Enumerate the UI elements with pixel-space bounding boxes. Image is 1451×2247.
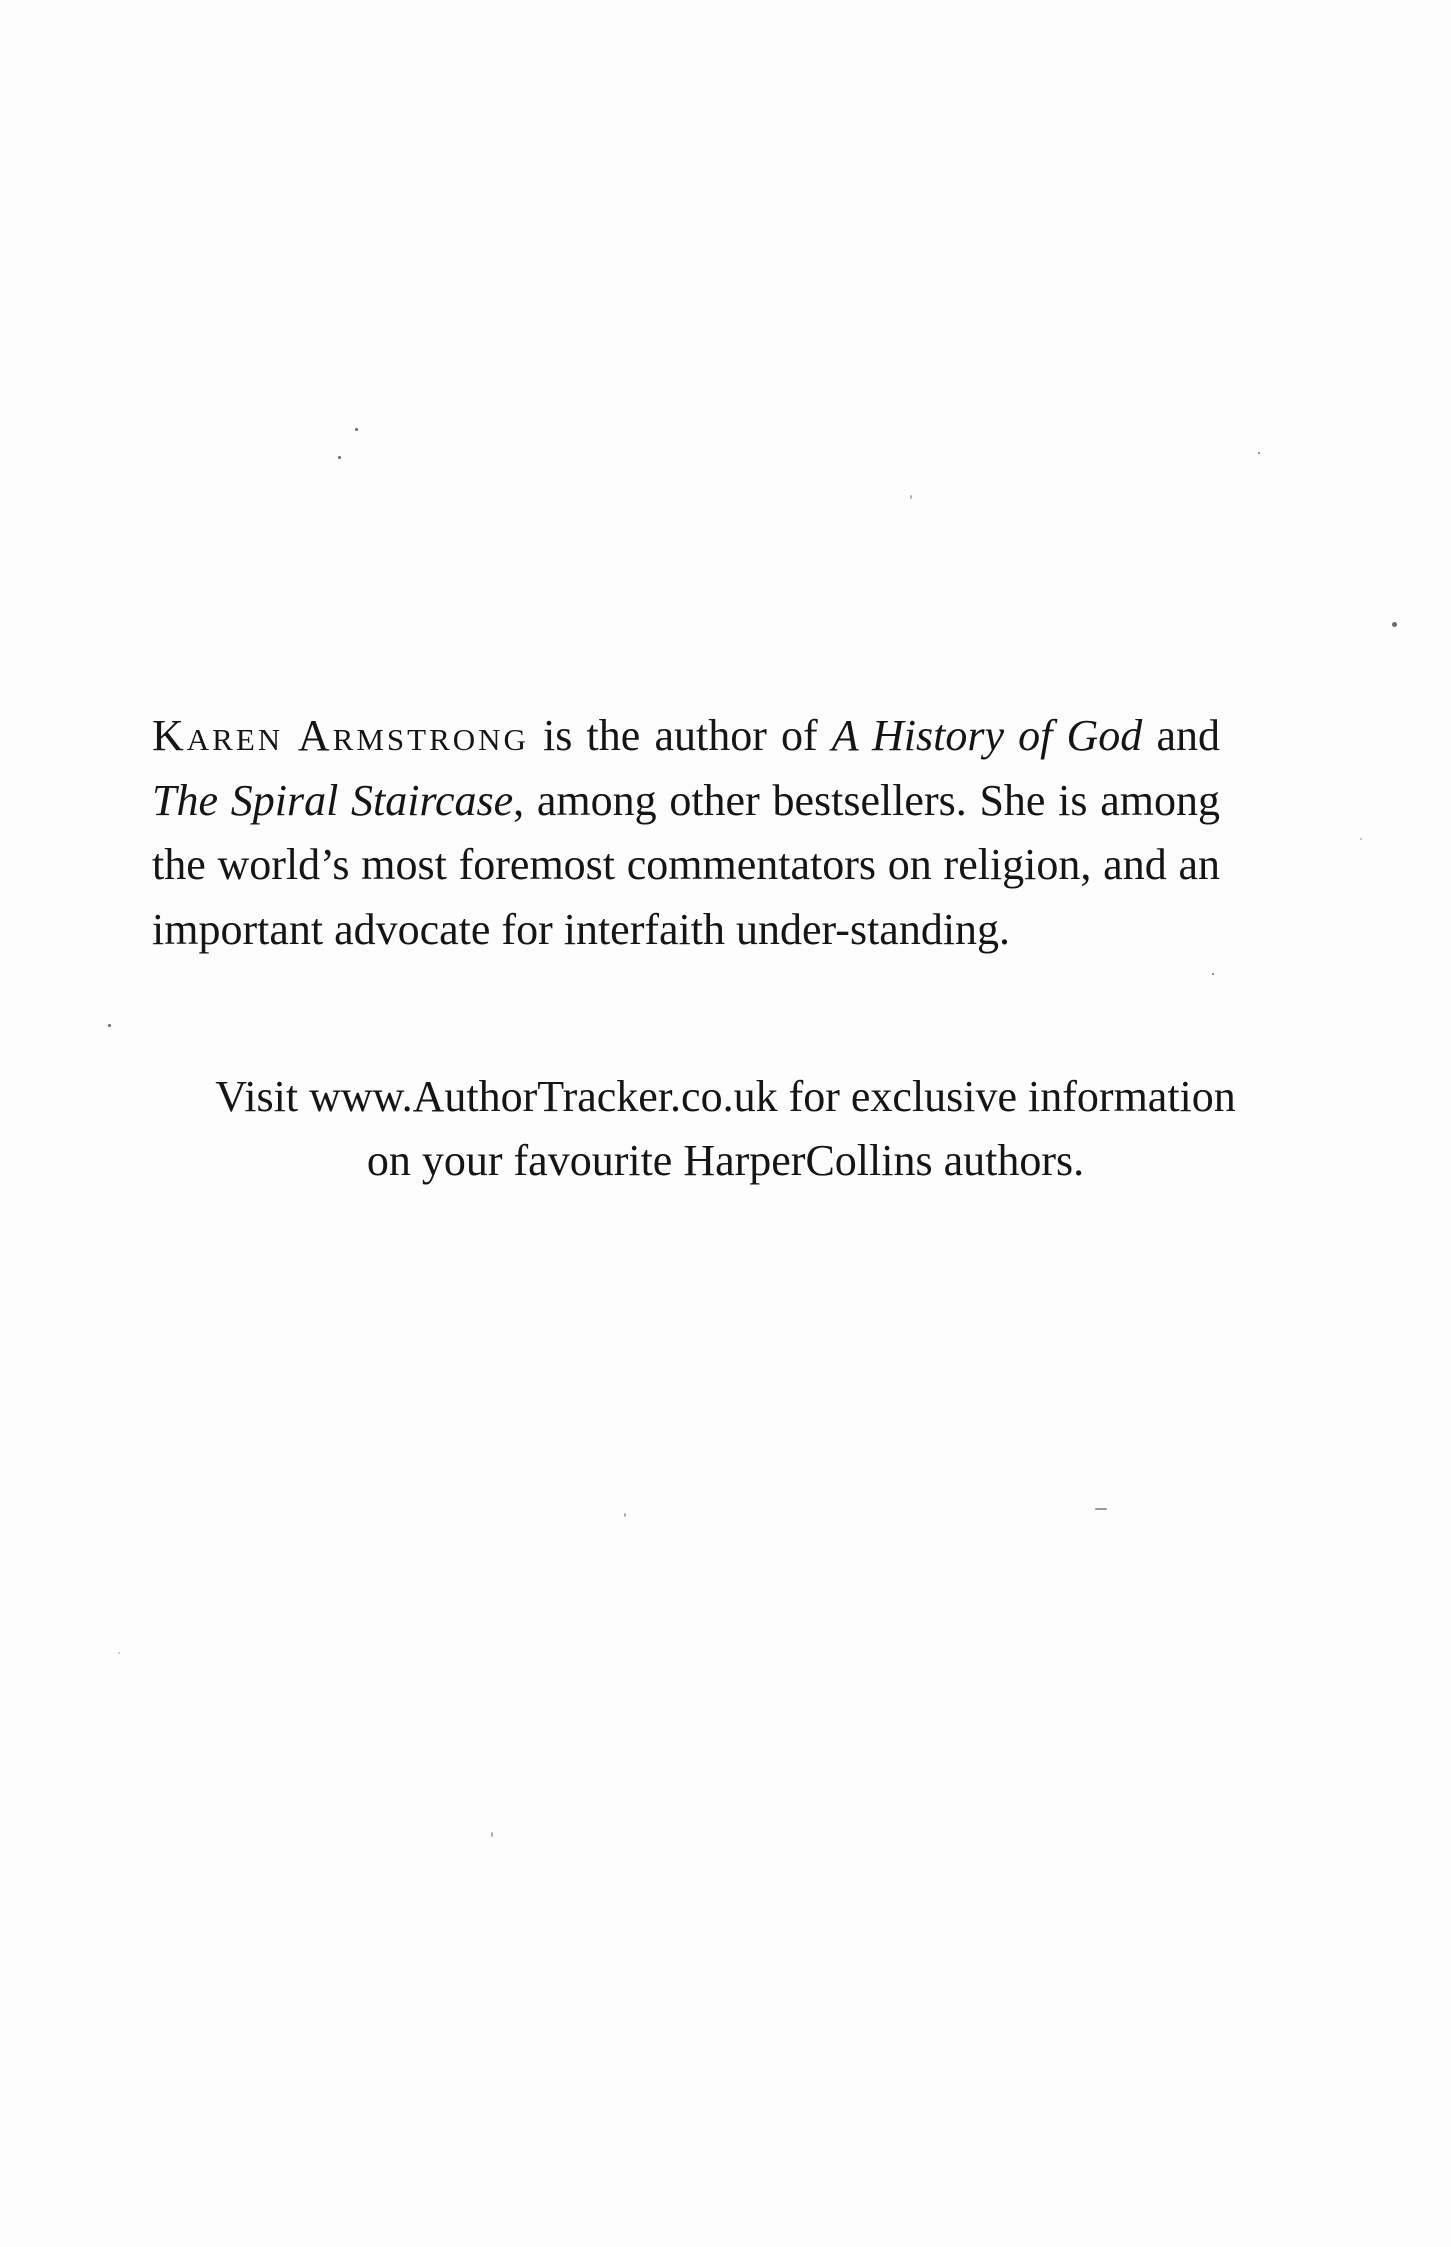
scan-speck (355, 428, 358, 431)
scan-speck (1095, 1508, 1107, 1510)
scan-speck (1258, 452, 1260, 454)
author-tracker-notice (100, 1065, 1351, 1193)
book-title-history-of-god: A History of God (831, 711, 1143, 760)
author-tracker-line-2: on your favourite HarperCollins authors. (366, 1136, 1085, 1185)
scan-speck (118, 1652, 120, 1654)
scan-speck (1360, 838, 1362, 840)
bio-text-3: , among other bestsellers. She is among the world’s most foremost commentators on religion, and an important advocate for interfaith under-standing. (152, 775, 1220, 954)
scan-speck (910, 495, 912, 499)
book-title-spiral-staircase: The Spiral Staircase (152, 775, 514, 825)
author-bio-paragraph (152, 704, 1220, 962)
scan-speck (491, 1832, 493, 1837)
scan-speck (1392, 622, 1397, 627)
scan-speck (624, 1513, 626, 1517)
bio-text-1: is the author of (528, 711, 832, 760)
scan-speck (108, 1024, 111, 1027)
author-tracker-line-1: Visit www.AuthorTracker.co.uk for exclusive information (215, 1072, 1236, 1121)
bio-text-2: and (1142, 711, 1220, 760)
scan-speck (1212, 973, 1214, 975)
author-name: Karen Armstrong (152, 711, 529, 760)
scan-speck (338, 456, 341, 459)
